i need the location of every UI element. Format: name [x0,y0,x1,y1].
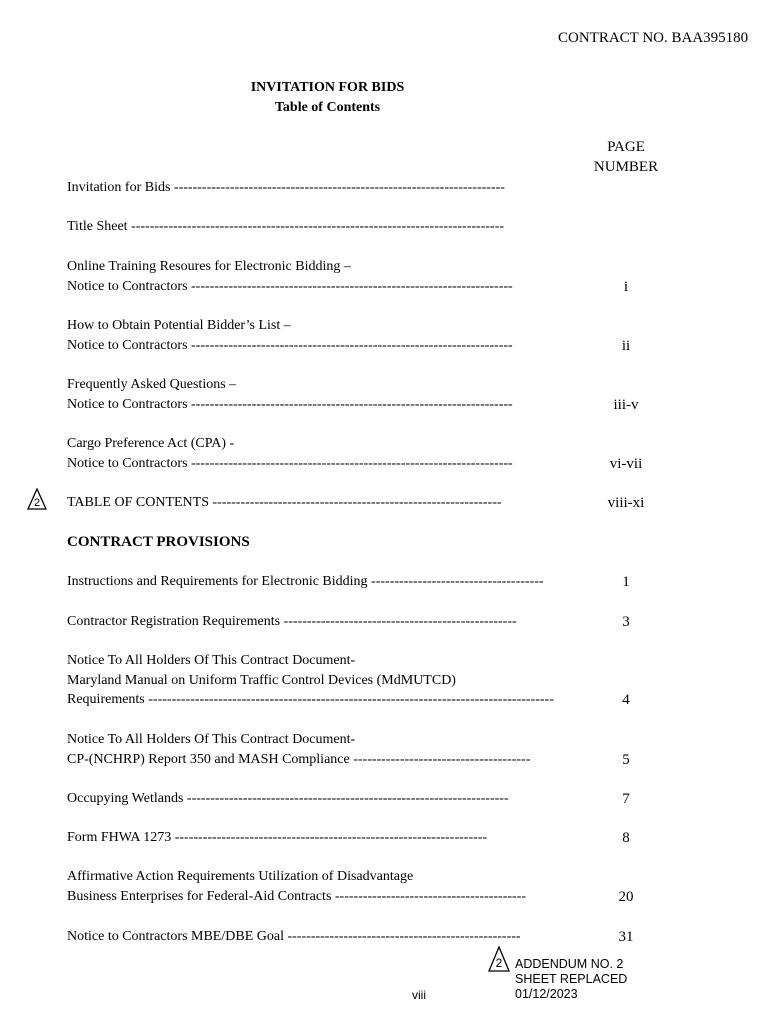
addendum-line-2: SHEET REPLACED [515,972,628,986]
toc-entry-cpa-line1: Cargo Preference Act (CPA) - [67,436,235,451]
toc-page-electronic-bidding: 1 [622,574,630,590]
toc-page-faq: iii-v [613,397,639,413]
toc-entry-mash-line1: Notice To All Holders Of This Contract Document- [67,732,356,747]
toc-entry-mdmutcd-line2: Maryland Manual on Uniform Traffic Control Devices (MdMUTCD) [67,673,456,688]
toc-entry-table-of-contents: TABLE OF CONTENTS -------------------------------------------------------------- [67,495,502,510]
toc-entry-faq-line1: Frequently Asked Questions – [67,377,237,392]
toc-entry-online-training-line1: Online Training Resoures for Electronic Bidding – [67,259,351,274]
addendum-line-1: ADDENDUM NO. 2 [515,957,624,971]
toc-entry-invitation: Invitation for Bids ----------------------------------------------------------------------- [67,180,505,195]
toc-entry-contractor-registration: Contractor Registration Requirements -------------------------------------------------- [67,614,517,629]
toc-entry-wetlands: Occupying Wetlands --------------------------------------------------------------------- [67,791,509,806]
toc-page-bidders-list: ii [621,338,631,354]
toc-page-table-of-contents: viii-xi [607,495,645,511]
toc-page-dbe: 20 [618,889,634,905]
document-subtitle: Table of Contents [274,100,381,115]
toc-page-online-training: i [623,279,629,295]
toc-entry-mbe-dbe-goal: Notice to Contractors MBE/DBE Goal -------------------------------------------------- [67,929,521,944]
section-heading-contract-provisions: CONTRACT PROVISIONS [67,534,250,550]
toc-page-contractor-registration: 3 [622,614,630,630]
page-column-header-line2: NUMBER [593,159,659,175]
page-number: viii [412,988,426,1002]
contract-number: CONTRACT NO. BAA395180 [558,30,749,46]
toc-entry-online-training-line2: Notice to Contractors --------------------------------------------------------------------- [67,279,513,294]
toc-entry-dbe-line1: Affirmative Action Requirements Utilization of Disadvantage [67,869,414,884]
toc-entry-dbe-line2: Business Enterprises for Federal-Aid Contracts ----------------------------------------- [67,889,527,904]
toc-page-fhwa-1273: 8 [622,830,630,846]
addendum-triangle-icon [488,946,510,972]
toc-entry-mdmutcd-line3: Requirements --------------------------------------------------------------------------------------- [67,692,554,707]
toc-page-mdmutcd: 4 [622,692,630,708]
toc-page-cpa: vi-vii [609,456,643,472]
toc-entry-bidders-list-line1: How to Obtain Potential Bidder’s List – [67,318,291,333]
toc-entry-cpa-line2: Notice to Contractors --------------------------------------------------------------------- [67,456,513,471]
revision-triangle-icon [27,488,47,510]
toc-entry-title-sheet: Title Sheet -------------------------------------------------------------------------------- [67,219,505,234]
toc-entry-electronic-bidding: Instructions and Requirements for Electronic Bidding ------------------------------------- [67,574,544,589]
svg-text:2: 2 [495,956,503,970]
toc-entry-mash-line2: CP-(NCHRP) Report 350 and MASH Compliance -------------------------------------- [67,752,531,767]
toc-entry-mdmutcd-line1: Notice To All Holders Of This Contract Document- [67,653,356,668]
toc-page-mbe-dbe-goal: 31 [618,929,634,945]
toc-entry-faq-line2: Notice to Contractors --------------------------------------------------------------------- [67,397,513,412]
document-title: INVITATION FOR BIDS [250,80,405,95]
svg-text:2: 2 [33,497,41,509]
page-column-header-line1: PAGE [607,139,645,155]
toc-entry-bidders-list-line2: Notice to Contractors --------------------------------------------------------------------- [67,338,513,353]
toc-page-wetlands: 7 [622,791,630,807]
toc-entry-fhwa-1273: Form FHWA 1273 ------------------------------------------------------------------- [67,830,488,845]
toc-page-mash: 5 [622,752,630,768]
addendum-line-3: 01/12/2023 [515,987,578,1001]
